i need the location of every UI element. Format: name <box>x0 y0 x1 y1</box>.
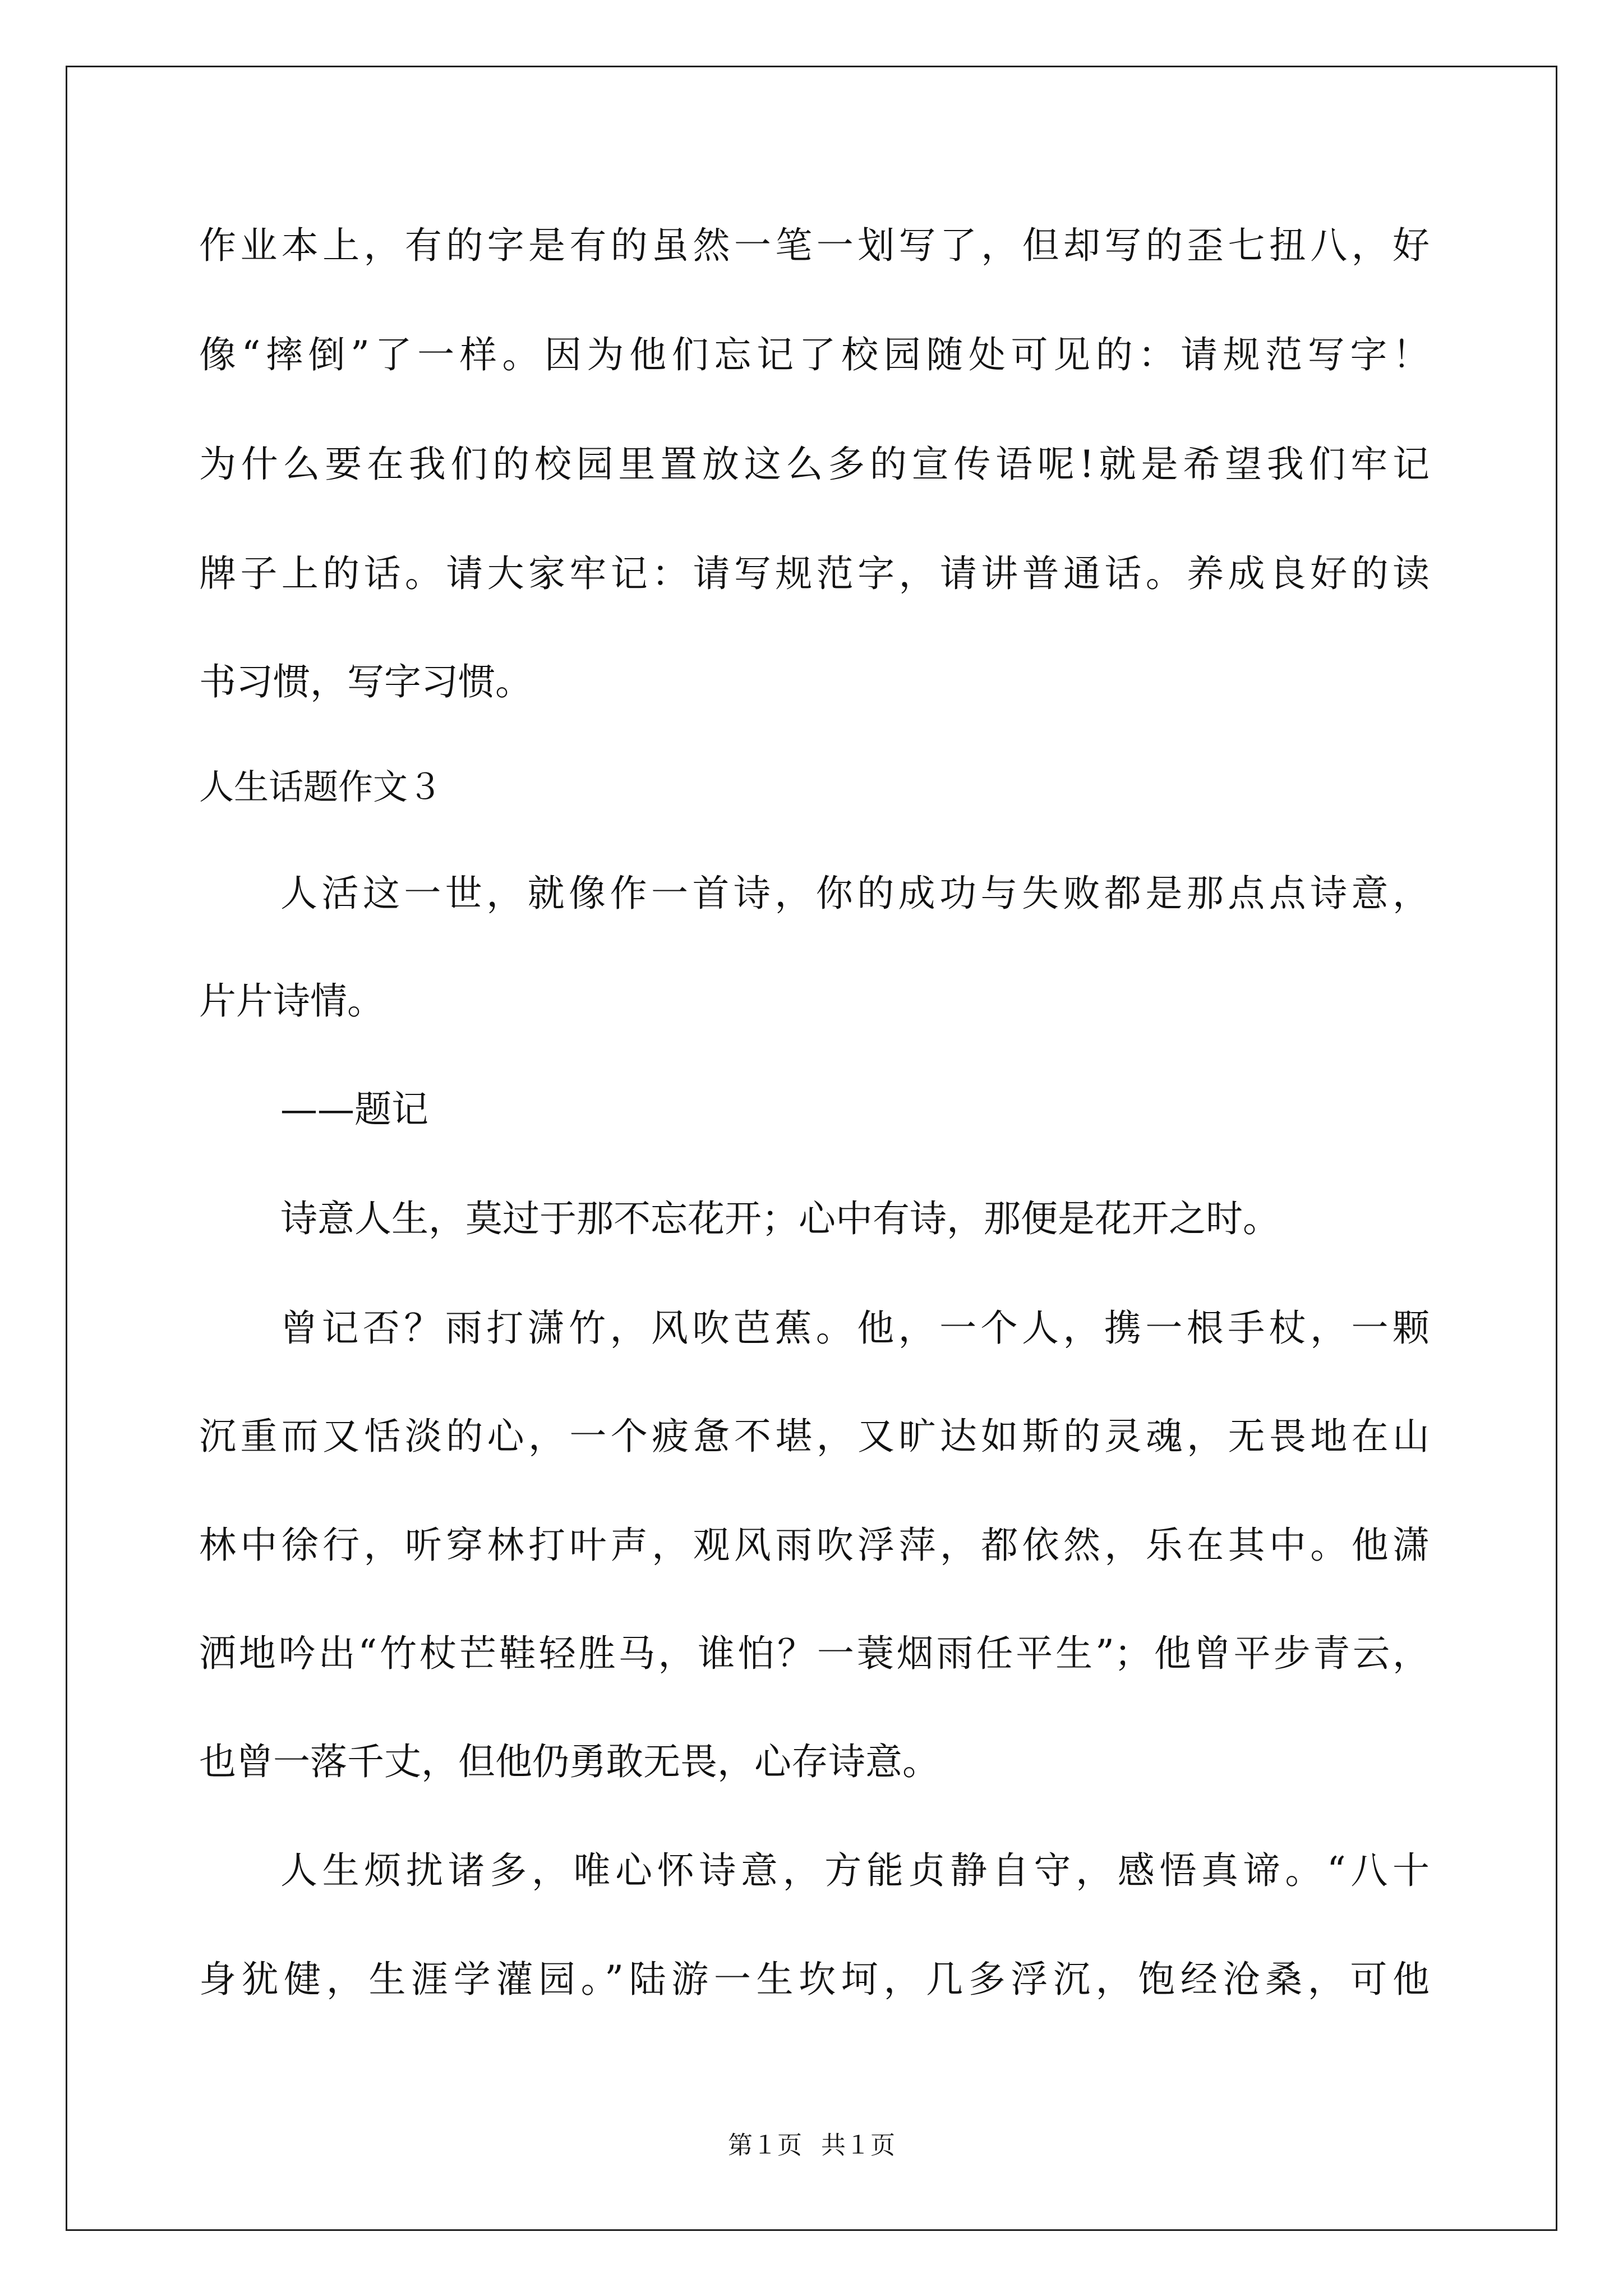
body-line: 人生烦扰诸多，唯心怀诗意，方能贞静自守，感悟真谛。“八十 <box>280 1849 1430 1892</box>
epigraph-attribution: ——题记 <box>280 1088 428 1131</box>
body-line: 沉重而又恬淡的心，一个疲惫不堪，又旷达如斯的灵魂，无畏地在山 <box>199 1415 1430 1458</box>
body-line: 身犹健，生涯学灌园。”陆游一生坎坷，几多浮沉，饱经沧桑，可他 <box>199 1958 1430 2001</box>
body-line: 诗意人生，莫过于那不忘花开；心中有诗，那便是花开之时。 <box>280 1197 1280 1240</box>
body-line: 牌子上的话。请大家牢记：请写规范字，请讲普通话。养成良好的读 <box>199 552 1430 595</box>
body-line: 书习惯，写字习惯。 <box>199 660 532 703</box>
body-line: 曾记否？雨打潇竹，风吹芭蕉。他，一个人，携一根手杖，一颗 <box>280 1306 1430 1350</box>
body-line: 片片诗情。 <box>199 979 384 1023</box>
body-line: 洒地吟出“竹杖芒鞋轻胜马，谁怕？一蓑烟雨任平生”；他曾平步青云， <box>199 1632 1430 1675</box>
page-border <box>66 66 1557 2231</box>
section-heading: 人生话题作文３ <box>199 766 443 807</box>
body-line: 像“摔倒”了一样。因为他们忘记了校园随处可见的：请规范写字！ <box>199 333 1430 376</box>
page-footer <box>0 2125 1623 2161</box>
body-line: 人活这一世，就像作一首诗，你的成功与失败都是那点点诗意， <box>280 872 1430 915</box>
page-number-total: 共１页 <box>821 2131 895 2160</box>
body-line: 也曾一落千丈，但他仍勇敢无畏，心存诗意。 <box>199 1740 939 1783</box>
body-line: 林中徐行，听穿林打叶声，观风雨吹浮萍，都依然，乐在其中。他潇 <box>199 1524 1430 1567</box>
body-line: 为什么要在我们的校园里置放这么多的宣传语呢!就是希望我们牢记 <box>199 443 1430 486</box>
body-line: 作业本上，有的字是有的虽然一笔一划写了，但却写的歪七扭八，好 <box>199 224 1430 267</box>
page-number-current: 第１页 <box>728 2131 802 2160</box>
